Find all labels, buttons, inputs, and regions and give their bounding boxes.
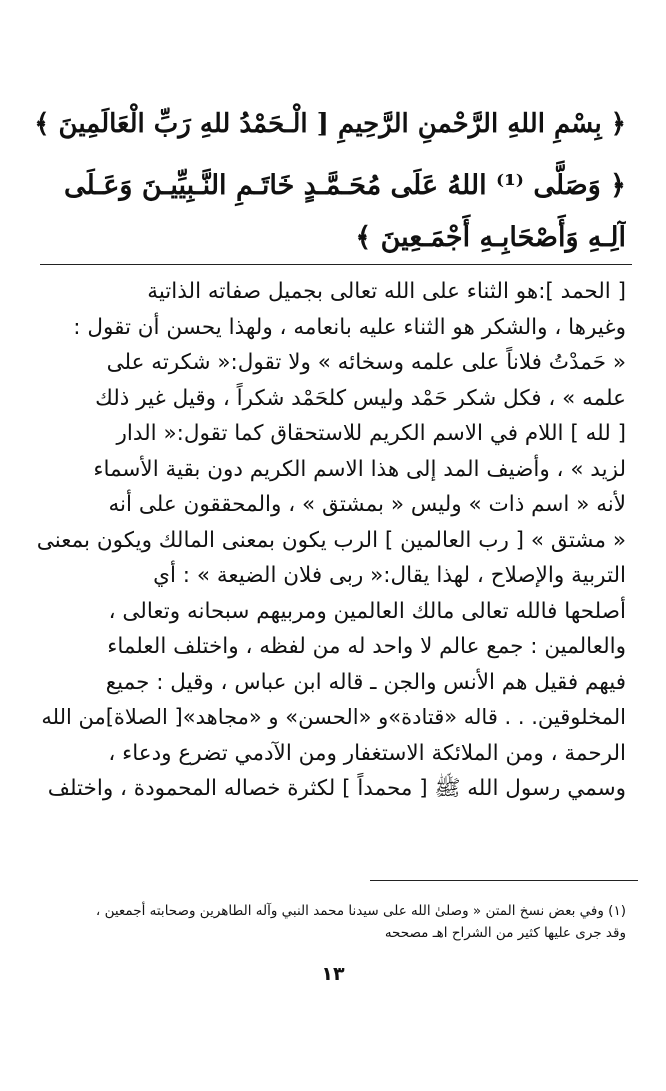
commentary-line: لزيد » ، وأضيف المد إلى هذا الاسم الكريم دون بقية الأسماء	[93, 456, 626, 482]
commentary-line: « مشتق » [ رب العالمين ] الرب يكون بمعنى المالك ويكون بمعنى	[36, 527, 626, 553]
commentary-line: لأنه « اسم ذات » وليس « بمشتق » ، والمحققون على أنه	[108, 492, 626, 517]
footnote-separator-rule	[370, 880, 638, 881]
commentary-text	[34, 274, 626, 807]
commentary-line: وغيرها ، والشكر هو الثناء عليه بانعامه ، ولهذا يحسن أن تقول :	[73, 314, 626, 340]
matn-text	[34, 98, 626, 150]
commentary-line: والعالمين : جمع عالم لا واحد له من لفظه ، واختلف العلماء	[107, 634, 626, 659]
footnote-line: (١) وفي بعض نسخ المتن « وصلىٰ الله على سيدنا محمد النبي وآله الطاهرين وصحابته أجمعين ،	[95, 903, 626, 919]
commentary-line: أصلحها فالله تعالى مالك العالمين ومربيهم سبحانه وتعالى ،	[108, 598, 626, 624]
footnote	[30, 900, 626, 944]
matn-line-salah-2: آلِـهِ وَأَصْحَابِـهِ أَجْمَـعِينَ ﴾	[355, 222, 626, 253]
commentary-line: « حَمدْتُ فلاناً على علمه وسخائه » ولا تقول:« شكرته على	[106, 350, 626, 375]
commentary-line: وسمي رسول الله ﷺ [ محمداً ] لكثرة خصاله المحمودة ، واختلف	[47, 776, 626, 801]
commentary-line: فيهم فقيل هم الأنس والجن ـ قاله ابن عباس ، وقيل : جميع	[105, 669, 626, 695]
commentary-line: علمه » ، فكل شكر حَمْد وليس كلحَمْد شكراً ، وقيل غير ذلك	[95, 385, 626, 411]
commentary-line: الرحمة ، ومن الملائكة الاستغفار ومن الآدمي تضرع ودعاء ،	[108, 740, 626, 766]
footnote-line: وقد جرى عليها كثير من الشراح اهـ مصححه	[384, 925, 626, 941]
commentary-line: التربية والإصلاح ، لهذا يقال:« ربى فلان الضيعة » : أي	[153, 563, 626, 588]
commentary-line: [ الحمد ]:هو الثناء على الله تعالى بجميل صفاته الذاتية	[147, 279, 626, 304]
matn-text-salah	[34, 160, 626, 264]
commentary-line: [ لله ] اللام في الاسم الكريم للاستحقاق كما تقول:« الدار	[116, 421, 626, 446]
commentary-line: المخلوقين. . . قاله «قتادة»و «الحسن» و «مجاهد»[ الصلاة]من الله	[41, 705, 626, 729]
matn-line-salah-1: ﴿ وَصَلَّى ⁽¹⁾ اللهُ عَلَى مُحَـمَّـدٍ خَاتَـمِ النَّـبِيِّيـنَ وَعَـلَى	[63, 170, 626, 201]
page-number: ١٣	[321, 963, 345, 985]
matn-line-basmala: ﴿ بِسْمِ اللهِ الرَّحْمنِ الرَّحِيمِ [ الْـحَمْدُ للهِ رَبِّ الْعَالَمِينَ ﴾	[34, 109, 626, 139]
matn-separator-rule	[40, 264, 632, 265]
